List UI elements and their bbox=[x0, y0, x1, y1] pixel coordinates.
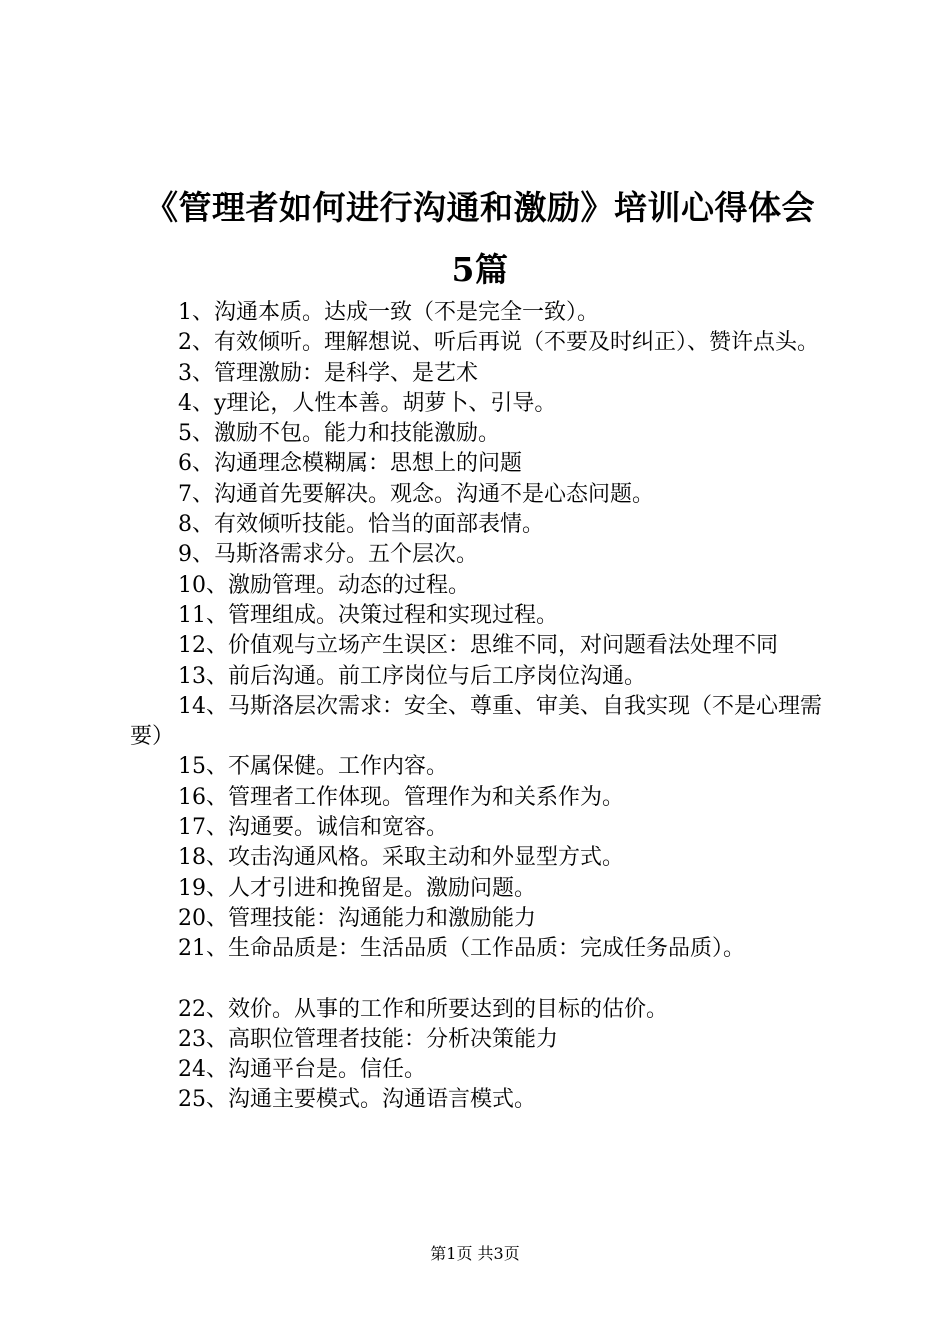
paragraph-15: 15、不属保健。工作内容。 bbox=[178, 754, 448, 780]
paragraph-6: 6、沟通理念模糊属：思想上的问题 bbox=[178, 451, 522, 477]
document-body bbox=[130, 298, 840, 1116]
page-footer: 第1页 共3页 bbox=[430, 1244, 520, 1263]
paragraph-3: 3、管理激励：是科学、是艺术 bbox=[178, 360, 478, 386]
paragraph-23: 23、高职位管理者技能：分析决策能力 bbox=[178, 1026, 558, 1052]
paragraph-14: 14、马斯洛层次需求：安全、尊重、审美、自我实现（不是心理需要） bbox=[130, 693, 822, 750]
paragraph-16: 16、管理者工作体现。管理作为和关系作为。 bbox=[178, 784, 624, 810]
document-title-line1: 《管理者如何进行沟通和激励》培训心得体会 bbox=[145, 188, 815, 227]
paragraph-18: 18、攻击沟通风格。采取主动和外显型方式。 bbox=[178, 845, 624, 871]
paragraph-22: 22、效价。从事的工作和所要达到的目标的估价。 bbox=[178, 996, 668, 1022]
paragraph-24: 24、沟通平台是。信任。 bbox=[178, 1057, 426, 1083]
paragraph-5: 5、激励不包。能力和技能激励。 bbox=[178, 421, 500, 447]
paragraph-17: 17、沟通要。诚信和宽容。 bbox=[178, 815, 448, 841]
paragraph-7: 7、沟通首先要解决。观念。沟通不是心态问题。 bbox=[178, 481, 654, 507]
paragraph-10: 10、激励管理。动态的过程。 bbox=[178, 572, 470, 598]
paragraph-12: 12、价值观与立场产生误区：思维不同，对问题看法处理不同 bbox=[178, 633, 778, 659]
document-title-line2: 5篇 bbox=[451, 250, 509, 289]
paragraph-1: 1、沟通本质。达成一致（不是完全一致）。 bbox=[178, 300, 599, 325]
paragraph-9: 9、马斯洛需求分。五个层次。 bbox=[178, 542, 478, 568]
paragraph-8: 8、有效倾听技能。恰当的面部表情。 bbox=[178, 512, 544, 538]
paragraph-19: 19、人才引进和挽留是。激励问题。 bbox=[178, 875, 536, 901]
paragraph-20: 20、管理技能：沟通能力和激励能力 bbox=[178, 905, 536, 931]
paragraph-21: 21、生命品质是：生活品质（工作品质：完成任务品质）。 bbox=[178, 936, 745, 962]
paragraph-11: 11、管理组成。决策过程和实现过程。 bbox=[178, 602, 558, 628]
paragraph-13: 13、前后沟通。前工序岗位与后工序岗位沟通。 bbox=[178, 663, 646, 689]
paragraph-2: 2、有效倾听。理解想说、听后再说（不要及时纠正）、赞许点头。 bbox=[178, 330, 819, 356]
paragraph-25: 25、沟通主要模式。沟通语言模式。 bbox=[178, 1087, 536, 1113]
paragraph-4: 4、y理论，人性本善。胡萝卜、引导。 bbox=[178, 390, 557, 416]
